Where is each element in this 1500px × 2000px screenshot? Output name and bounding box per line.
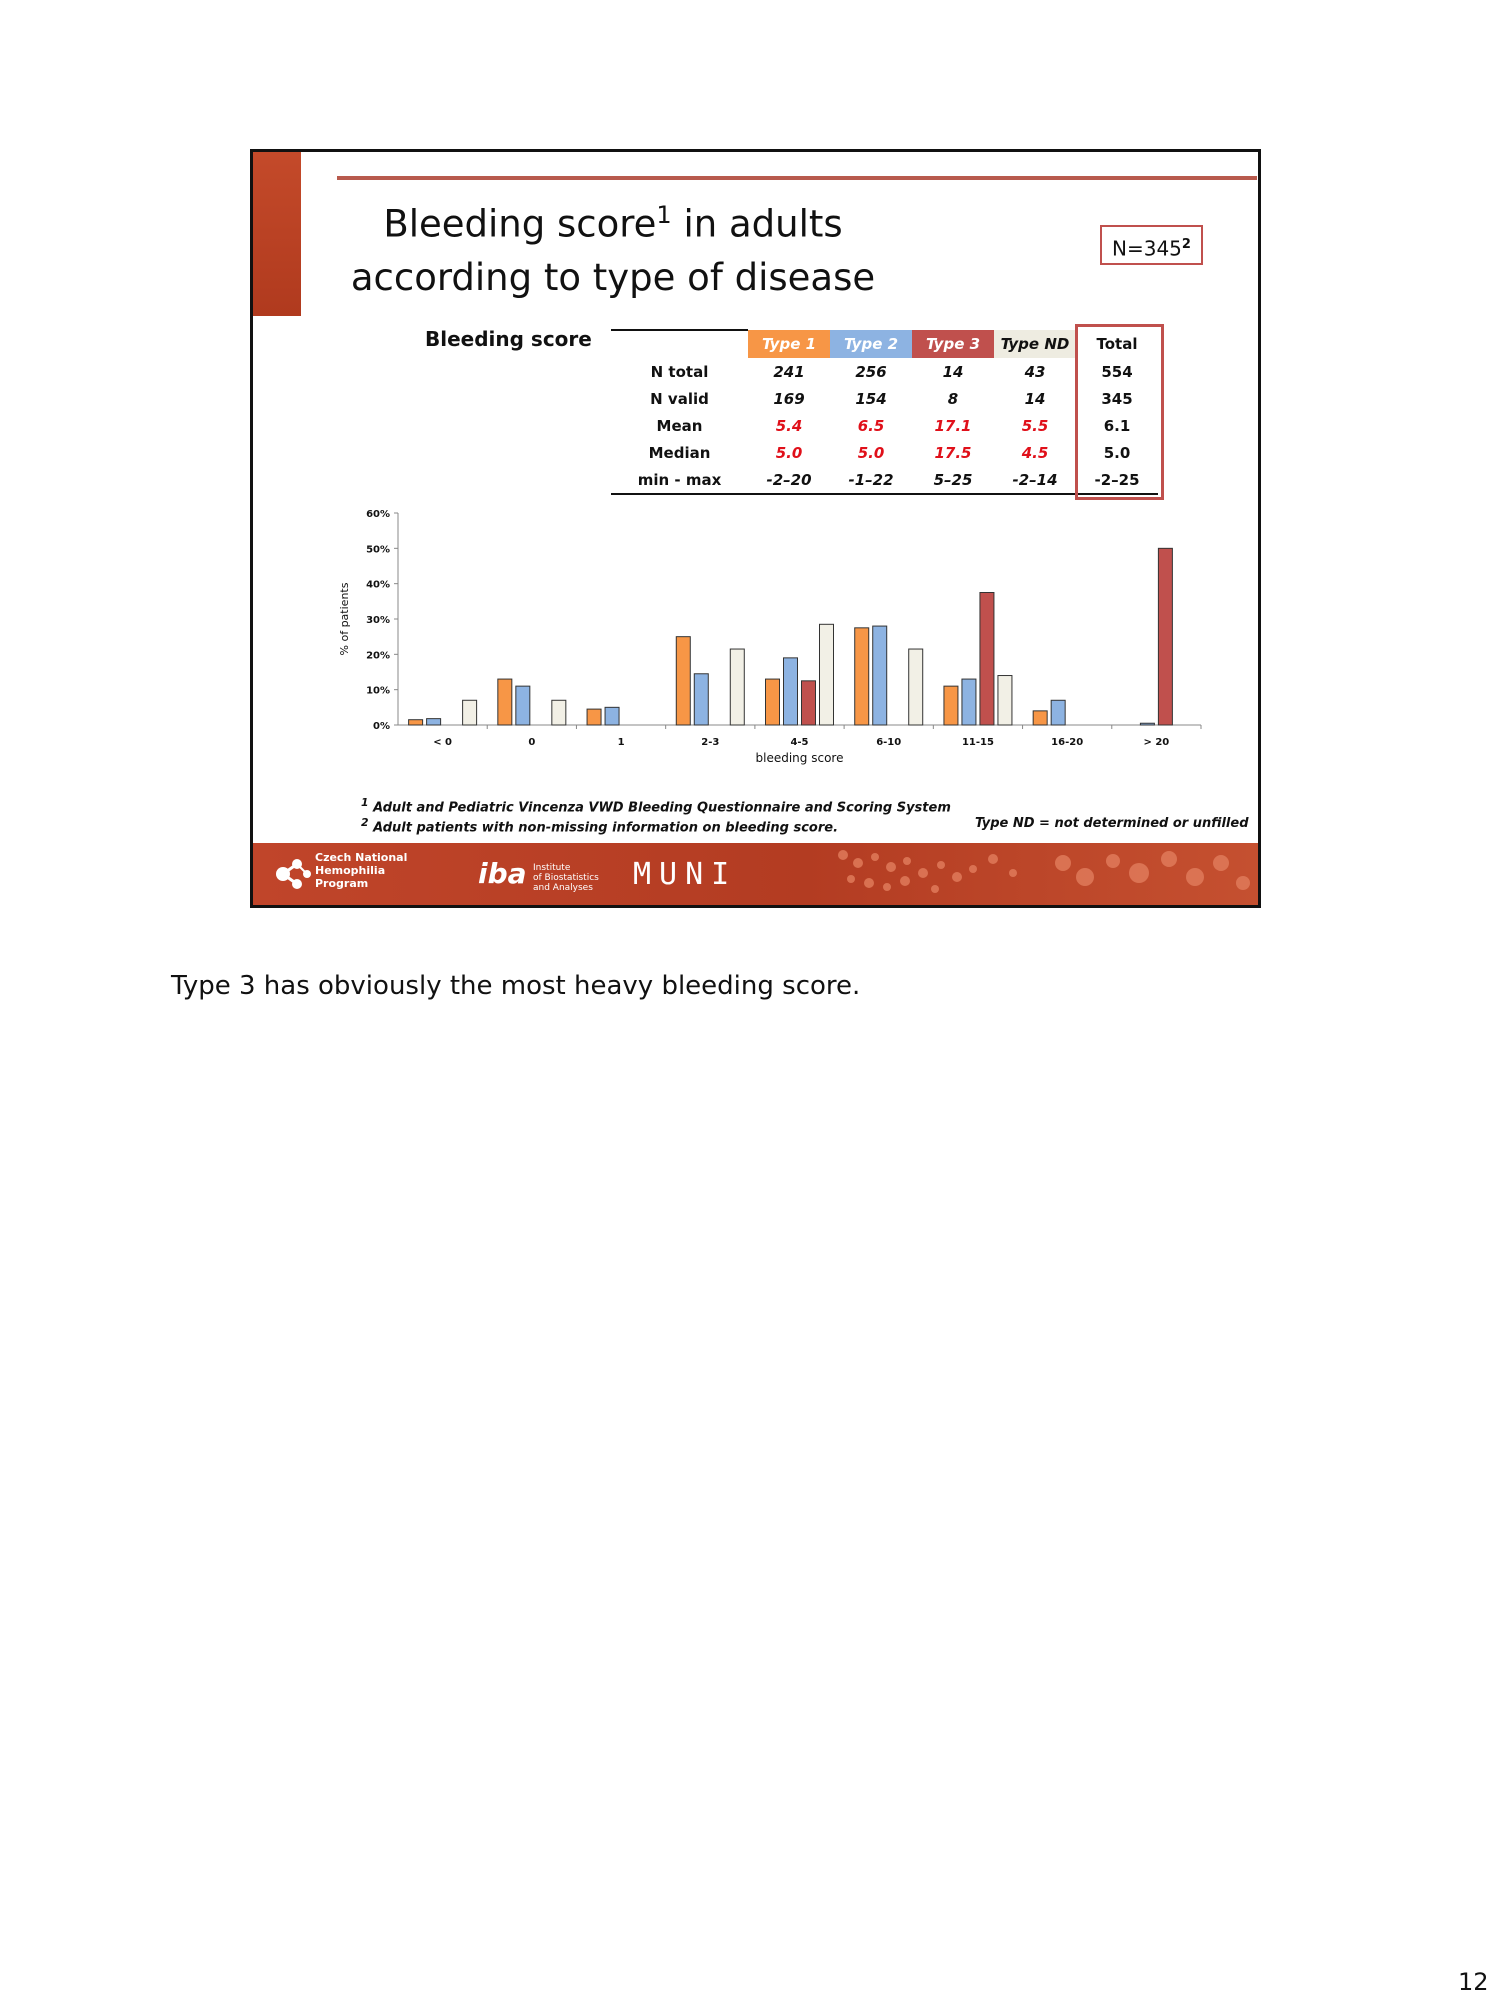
- bar-type1-6: [944, 686, 958, 725]
- bar-type1-4: [766, 679, 780, 725]
- footnote-2: $^2$ Adult patients with non-missing information on bleeding score.: [361, 816, 839, 836]
- footnote-1: $^1$ Adult and Pediatric Vincenza VWD Bleeding Questionnaire and Scoring System: [361, 796, 951, 816]
- bar-type2-8: [1140, 723, 1154, 725]
- y-tick-label: 20%: [366, 650, 390, 662]
- header-type3: Type 3: [912, 330, 994, 358]
- footer-bar: [253, 843, 1258, 905]
- bar-typend-6: [998, 676, 1012, 725]
- y-tick-label: 50%: [366, 544, 390, 556]
- bar-type2-7: [1051, 700, 1065, 725]
- y-tick-label: 10%: [366, 685, 390, 697]
- total-highlight-box: [1075, 324, 1164, 500]
- header-total: Total: [1096, 335, 1138, 353]
- logo-cnhp: Czech National Hemophilia Program: [315, 851, 408, 890]
- header-type2: Type 2: [830, 330, 912, 358]
- bar-type1-5: [855, 628, 869, 725]
- bar-type2-4: [784, 658, 798, 725]
- slide-title: Bleeding score$^1$ in adults according to type of disease: [350, 201, 876, 300]
- decorative-dots-icon: [823, 843, 1253, 905]
- bar-typend-5: [909, 649, 923, 725]
- bar-type1-1: [498, 679, 512, 725]
- x-tick-label: 4-5: [790, 737, 809, 748]
- y-tick-label: 0%: [373, 721, 390, 732]
- bar-type2-5: [873, 626, 887, 725]
- n-total-box: $N=345^2$: [1100, 225, 1203, 265]
- bar-type2-0: [427, 719, 441, 725]
- bar-type1-2: [587, 709, 601, 725]
- logo-iba-text: Institute of Biostatistics and Analyses: [533, 863, 599, 893]
- bar-type3-8: [1158, 548, 1172, 725]
- bar-type3-4: [802, 681, 816, 725]
- y-tick-label: 60%: [366, 509, 390, 520]
- bar-typend-1: [552, 700, 566, 725]
- x-axis-label: bleeding score: [755, 751, 844, 765]
- y-tick-label: 40%: [366, 579, 390, 591]
- table-row: min - max -2–20 -1–22 5–25 -2–14 -2–25: [611, 466, 1158, 494]
- network-logo-icon: [273, 857, 313, 891]
- bar-type1-7: [1033, 711, 1047, 725]
- bar-type1-3: [676, 637, 690, 725]
- y-tick-label: 30%: [366, 615, 390, 626]
- bar-type1-0: [409, 720, 423, 725]
- type-nd-note: Type ND = not determined or unfilled: [975, 816, 1249, 831]
- slide: [250, 149, 1261, 908]
- header-typend: Type ND: [994, 330, 1076, 358]
- header-type1: Type 1: [748, 330, 830, 358]
- x-tick-label: 2-3: [701, 737, 720, 748]
- bar-typend-0: [463, 700, 477, 725]
- x-tick-label: 6-10: [876, 737, 902, 748]
- x-tick-label: 0: [528, 737, 536, 748]
- logo-iba: iba: [478, 857, 527, 890]
- bar-typend-3: [730, 649, 744, 725]
- bar-type2-6: [962, 679, 976, 725]
- bar-typend-4: [820, 624, 834, 725]
- table-row: N total 241 256 14 43 554: [650, 362, 1133, 381]
- x-tick-label: 1: [617, 737, 625, 748]
- bar-type2-3: [694, 674, 708, 725]
- bar-chart: [253, 502, 1258, 765]
- slide-caption: Type 3 has obviously the most heavy bleeding score.: [171, 971, 861, 1001]
- title-rule: [337, 176, 1257, 180]
- bar-type2-1: [516, 686, 530, 725]
- x-tick-label: < 0: [433, 737, 453, 748]
- bleeding-score-label: Bleeding score: [425, 327, 592, 351]
- accent-block: [253, 152, 301, 316]
- logo-muni: MUNI: [633, 857, 738, 892]
- x-tick-label: 11-15: [961, 737, 994, 748]
- bar-type2-2: [605, 707, 619, 725]
- x-tick-label: 16-20: [1051, 737, 1084, 748]
- table-row: N valid 169 154 8 14 345: [650, 389, 1133, 408]
- y-axis-label: % of patients: [338, 582, 351, 656]
- x-tick-label: > 20: [1143, 737, 1170, 748]
- bar-type3-6: [980, 593, 994, 726]
- page-number: 12: [1458, 1968, 1489, 1996]
- table-row: Median 5.0 5.0 17.5 4.5 5.0: [648, 443, 1131, 462]
- table-row: Mean 5.4 6.5 17.1 5.5 6.1: [656, 416, 1131, 435]
